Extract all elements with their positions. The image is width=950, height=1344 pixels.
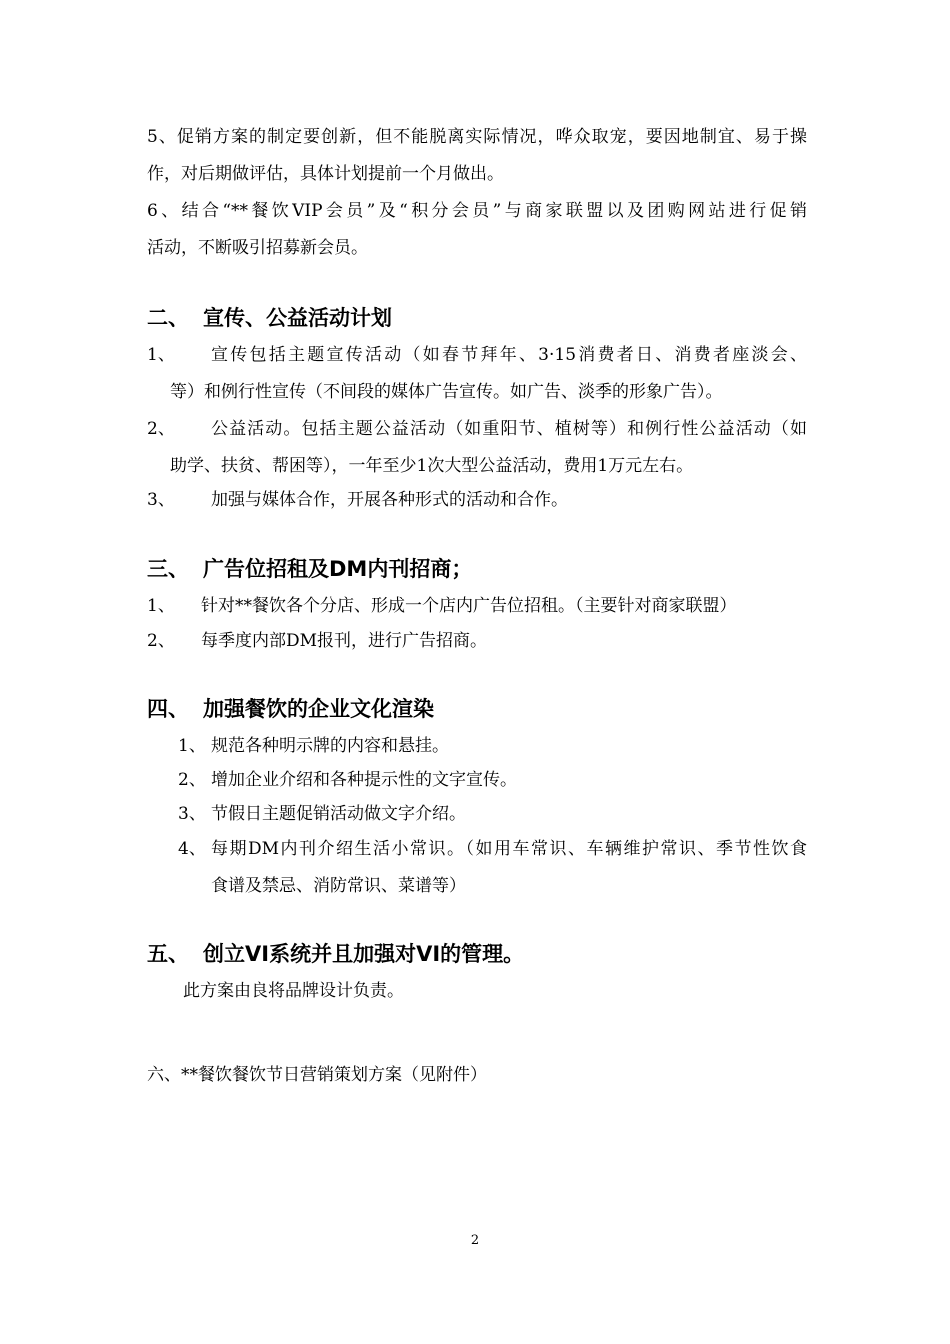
page-number: 2 [470,1233,480,1248]
paragraph-6-line-1: 6、结合“**餐饮VIP会员”及“积分会员”与商家联盟以及团购网站进行促销 [147,201,807,221]
section-4-heading [147,695,434,723]
section-4-item-4-number: 4、 [178,839,206,859]
section-5-title: 创立VI系统并且加强对VI的管理。 [203,942,525,966]
section-4-item-1-number: 1、 [178,736,206,756]
section-2-item-2-line-2: 助学、扶贫、帮困等），一年至少1次大型公益活动，费用1万元左右。 [170,456,694,476]
section-6-text: 六、**餐饮餐饮节日营销策划方案（见附件） [147,1065,487,1085]
section-4-item-2-line-1: 增加企业介绍和各种提示性的文字宣传。 [211,770,517,790]
section-2-title: 宣传、公益活动计划 [203,306,392,330]
section-5-heading [147,940,524,968]
paragraph-6-line-2: 活动，不断吸引招募新会员。 [147,238,368,258]
section-2-number: 二、 [147,306,189,330]
section-2-item-1-number: 1、 [147,345,175,365]
section-2-item-2-line-1: 公益活动。包括主题公益活动（如重阳节、植树等）和例行性公益活动（如 [211,419,807,439]
section-2-item-1-line-1: 宣传包括主题宣传活动（如春节拜年、3·15消费者日、消费者座淡会、 [211,345,807,365]
section-3-item-1-number: 1、 [147,596,175,616]
section-5-number: 五、 [147,942,189,966]
section-2-item-3-number: 3、 [147,490,175,510]
section-4-item-3-line-1: 节假日主题促销活动做文字介绍。 [211,804,466,824]
section-4-item-4-line-1: 每期DM内刊介绍生活小常识。（如用车常识、车辆维护常识、季节性饮食 [211,839,807,859]
section-2-item-3-line-1: 加强与媒体合作，开展各种形式的活动和合作。 [211,490,568,510]
section-2-item-1-line-2: 等）和例行性宣传（不间段的媒体广告宣传。如广告、淡季的形象广告）。 [170,382,723,402]
paragraph-5-line-1: 5、促销方案的制定要创新，但不能脱离实际情况，哗众取宠，要因地制宜、易于操 [147,127,807,147]
section-4-item-2-number: 2、 [178,770,206,790]
section-5-body: 此方案由良将品牌设计负责。 [183,981,404,1001]
section-3-number: 三、 [147,557,189,581]
section-3-heading [147,555,472,583]
section-4-item-4-line-2: 食谱及禁忌、消防常识、菜谱等） [211,876,466,896]
section-4-item-3-number: 3、 [178,804,206,824]
section-3-item-2-number: 2、 [147,631,175,651]
section-4-number: 四、 [147,697,189,721]
section-4-title: 加强餐饮的企业文化渲染 [203,697,434,721]
section-4-item-1-line-1: 规范各种明示牌的内容和悬挂。 [211,736,449,756]
section-3-title: 广告位招租及DM内刊招商； [203,557,473,581]
section-3-item-1-line-1: 针对**餐饮各个分店、形成一个店内广告位招租。（主要针对商家联盟） [201,596,737,616]
section-3-item-2-line-1: 每季度内部DM报刊，进行广告招商。 [201,631,488,651]
paragraph-5-line-2: 作，对后期做评估，具体计划提前一个月做出。 [147,164,504,184]
section-2-heading [147,304,392,332]
section-2-item-2-number: 2、 [147,419,175,439]
